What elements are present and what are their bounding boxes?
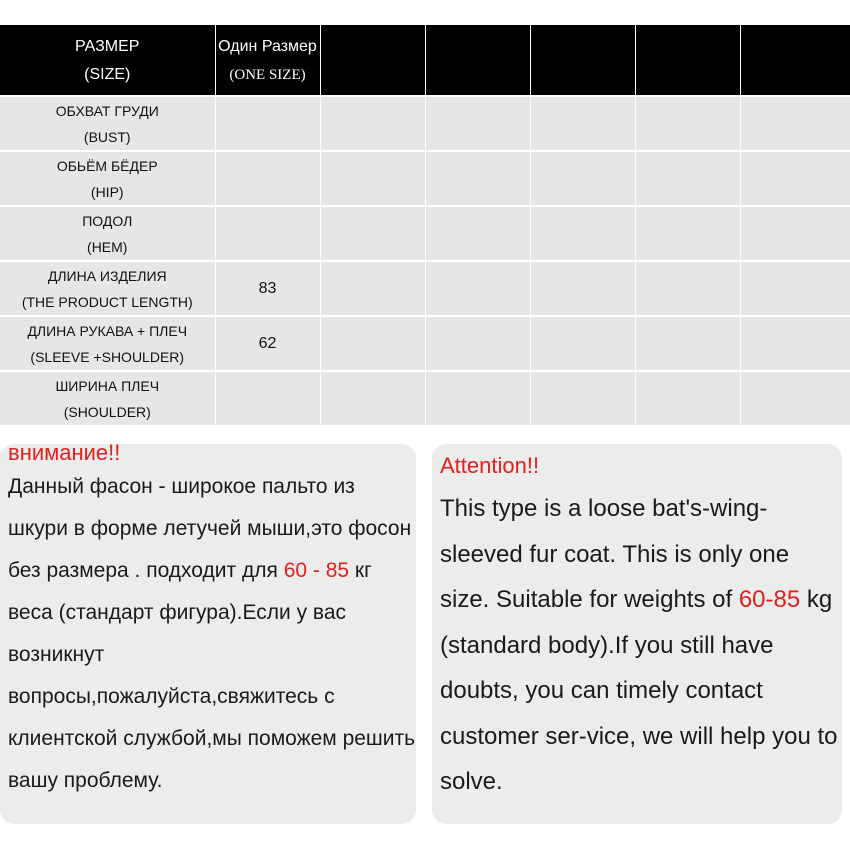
- row-label: [0, 316, 215, 371]
- header-size-en: (SIZE): [84, 66, 131, 83]
- row-label-ru: ДЛИНА РУКАВА + ПЛЕЧ: [27, 322, 188, 339]
- table-header-row: [0, 25, 850, 96]
- row-label: [0, 206, 215, 261]
- header-size-cell: [0, 25, 215, 96]
- row-label-en: (SHOULDER): [63, 403, 151, 420]
- row-value: 62: [215, 316, 320, 371]
- attention-note-russian: [0, 440, 416, 824]
- note-text-part: кг веса (стандарт фигура).Если у вас возникнут вопросы,пожалуйста,свяжитесь с клиентской службой,мы поможем решить вашу проблему.: [8, 559, 416, 792]
- row-label-ru: ДЛИНА ИЗДЕЛИЯ: [47, 267, 167, 284]
- row-value: [215, 206, 320, 261]
- header-one-size-ru: Один Размер: [218, 38, 317, 55]
- table-row-shoulder: [0, 371, 850, 425]
- note-title-ru: внимание!!: [8, 440, 121, 465]
- header-empty-cell: [635, 25, 740, 96]
- row-label: [0, 261, 215, 316]
- table-row-hip: [0, 151, 850, 206]
- row-value: [215, 371, 320, 425]
- header-empty-cell: [425, 25, 530, 96]
- row-label-en: (HIP): [90, 183, 124, 200]
- size-chart-table: [0, 25, 850, 425]
- table-row-length: [0, 261, 850, 316]
- row-label-ru: ШИРИНА ПЛЕЧ: [55, 377, 160, 394]
- header-empty-cell: [740, 25, 850, 96]
- note-text-part: Данный фасон - широкое пальто из шкури в форме летучей мыши,это фосон без размера . подходит для: [8, 475, 412, 582]
- row-label-en: (THE PRODUCT LENGTH): [21, 293, 193, 310]
- row-label-en: (BUST): [83, 128, 131, 145]
- row-label: [0, 151, 215, 206]
- table-row-bust: [0, 96, 850, 151]
- header-one-size-en: (ONE SIZE): [229, 67, 306, 83]
- note-text-part: kg (standard body).If you still have doubts, you can timely contact customer ser-vice, we will help you to solve.: [440, 586, 838, 795]
- table-row-hem: [0, 206, 850, 261]
- note-weight-highlight: 60-85: [738, 586, 801, 613]
- table-row-sleeve: [0, 316, 850, 371]
- note-text-en: [440, 486, 842, 805]
- row-label-en: (HEM): [87, 238, 128, 255]
- note-text-part: This type is a loose bat's-wing-sleeved fur coat. This is only one size. Suitable for weights of: [440, 495, 790, 613]
- row-label-ru: ОБХВАТ ГРУДИ: [55, 102, 159, 119]
- row-label: [0, 371, 215, 425]
- row-label: [0, 96, 215, 151]
- row-label-en: (SLEEVE +SHOULDER): [30, 348, 185, 365]
- row-value: [215, 96, 320, 151]
- row-value: [215, 151, 320, 206]
- header-one-size-cell: [215, 25, 320, 96]
- note-text-ru: [8, 466, 416, 802]
- attention-note-english: [432, 444, 842, 824]
- header-empty-cell: [320, 25, 425, 96]
- row-label-ru: ОБЬЁМ БЁДЕР: [56, 157, 158, 174]
- row-value: 83: [215, 261, 320, 316]
- header-empty-cell: [530, 25, 635, 96]
- header-size-ru: РАЗМЕР: [75, 38, 140, 55]
- row-label-ru: ПОДОЛ: [82, 212, 133, 229]
- note-title-en: Attention!!: [440, 453, 540, 478]
- note-weight-highlight: 60 - 85: [283, 559, 350, 582]
